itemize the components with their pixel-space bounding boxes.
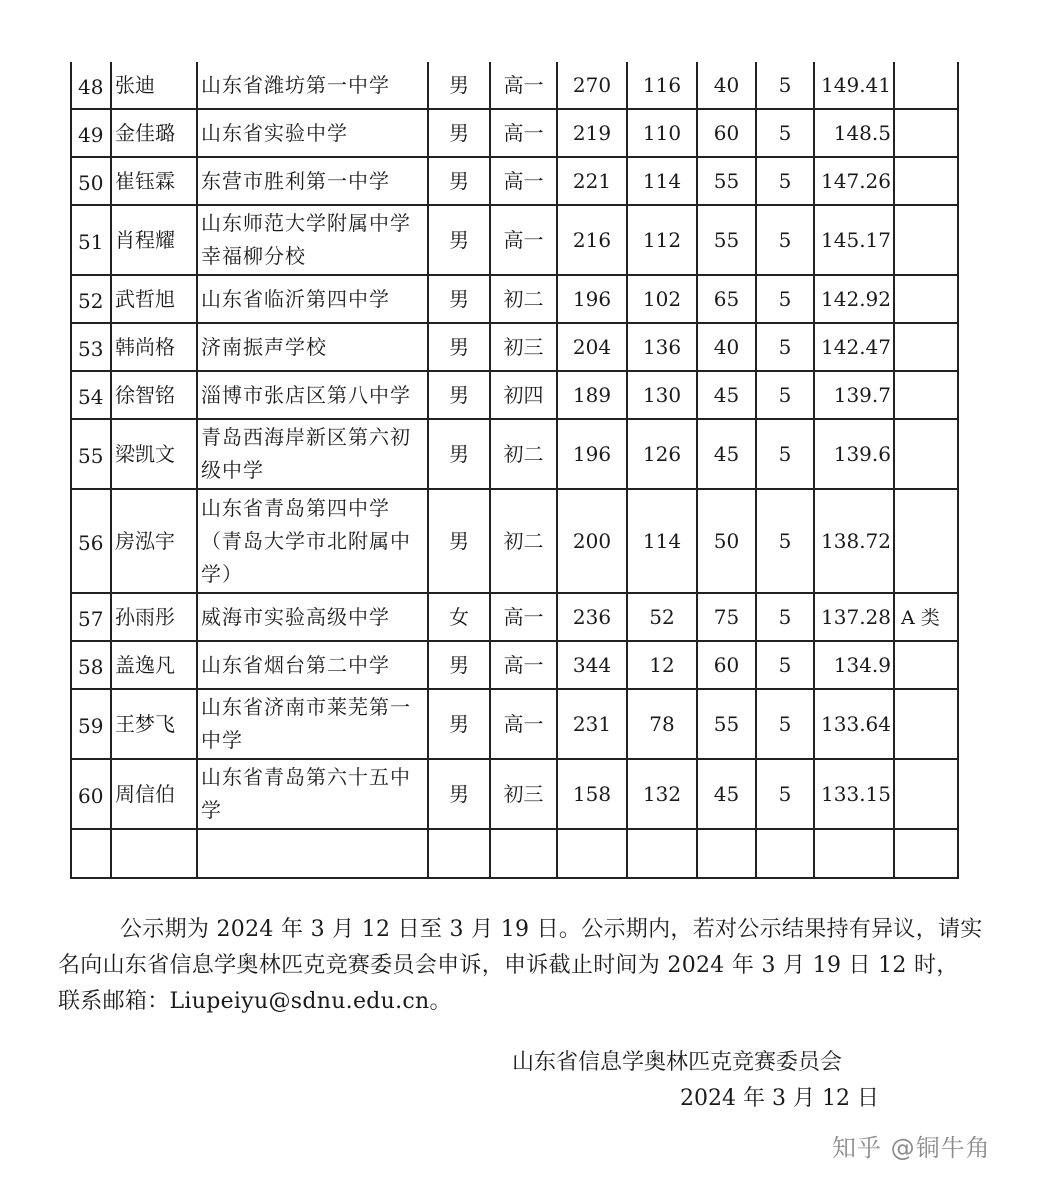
name-cell: 肖程耀 xyxy=(111,205,197,275)
note-cell xyxy=(894,641,958,689)
name-cell: 孙雨彤 xyxy=(111,593,197,641)
score-2-cell: 136 xyxy=(627,323,697,371)
table-row xyxy=(71,829,958,878)
score-3-cell: 55 xyxy=(697,689,756,759)
score-2-cell: 52 xyxy=(627,593,697,641)
school-line: （青岛大学市北附属中 xyxy=(201,528,411,553)
name-cell: 金佳璐 xyxy=(111,109,197,157)
total-score-cell: 145.17 xyxy=(814,205,894,275)
note-cell xyxy=(894,759,958,829)
notice-line-3: 联系邮箱：Liupeiyu@sdnu.edu.cn。 xyxy=(58,989,452,1014)
score-3-cell: 40 xyxy=(697,323,756,371)
gender-cell: 男 xyxy=(428,205,490,275)
school-line: 山东省青岛第四中学 xyxy=(201,495,390,520)
school-line: 山东省青岛第六十五中 xyxy=(201,765,411,789)
school-cell xyxy=(197,109,428,157)
school-line: 级中学 xyxy=(201,458,264,482)
score-3-cell: 55 xyxy=(697,205,756,275)
note-cell xyxy=(894,371,958,419)
school-line: 淄博市张店区第八中学 xyxy=(201,382,411,407)
name-cell: 梁凯文 xyxy=(111,419,197,489)
rank-cell: 53 xyxy=(71,323,111,371)
total-score-cell: 142.47 xyxy=(814,323,894,371)
total-score-cell: 148.5 xyxy=(814,109,894,157)
name-cell: 武哲旭 xyxy=(111,275,197,323)
total-score-cell: 139.7 xyxy=(814,371,894,419)
gender-cell: 男 xyxy=(428,157,490,205)
note-cell xyxy=(894,489,958,593)
score-3-cell: 60 xyxy=(697,109,756,157)
name-cell: 周信伯 xyxy=(111,759,197,829)
rank-cell: 57 xyxy=(71,593,111,641)
gender-cell xyxy=(428,829,490,878)
score-1-cell: 204 xyxy=(557,323,627,371)
name-cell: 房泓宇 xyxy=(111,489,197,593)
grade-cell: 初二 xyxy=(490,275,557,323)
table-row xyxy=(71,489,958,593)
score-2-cell xyxy=(627,829,697,878)
school-line: 山东省临沂第四中学 xyxy=(201,286,390,311)
score-2-cell: 114 xyxy=(627,489,697,593)
score-2-cell: 116 xyxy=(627,62,697,109)
note-cell xyxy=(894,829,958,878)
gender-cell: 男 xyxy=(428,275,490,323)
score-2-cell: 102 xyxy=(627,275,697,323)
grade-cell: 初四 xyxy=(490,371,557,419)
score-1-cell: 344 xyxy=(557,641,627,689)
school-line: 东营市胜利第一中学 xyxy=(201,168,390,193)
score-2-cell: 12 xyxy=(627,641,697,689)
table-row xyxy=(71,759,958,829)
rank-cell: 49 xyxy=(71,109,111,157)
score-3-cell: 55 xyxy=(697,157,756,205)
score-3-cell: 75 xyxy=(697,593,756,641)
score-1-cell: 216 xyxy=(557,205,627,275)
school-cell xyxy=(197,205,428,275)
grade-cell: 初二 xyxy=(490,489,557,593)
score-4-cell: 5 xyxy=(756,593,814,641)
total-score-cell: 147.26 xyxy=(814,157,894,205)
grade-cell: 初三 xyxy=(490,759,557,829)
notice-line-2: 名向山东省信息学奥林匹克竞赛委员会申诉，申诉截止时间为 2024 年 3 月 19 日 12 时， xyxy=(58,953,959,978)
school-cell xyxy=(197,62,428,109)
grade-cell: 初三 xyxy=(490,323,557,371)
gender-cell: 男 xyxy=(428,371,490,419)
school-cell xyxy=(197,371,428,419)
score-4-cell: 5 xyxy=(756,109,814,157)
rank-cell: 56 xyxy=(71,489,111,593)
name-cell: 王梦飞 xyxy=(111,689,197,759)
grade-cell: 高一 xyxy=(490,157,557,205)
total-score-cell: 149.41 xyxy=(814,62,894,109)
school-cell xyxy=(197,157,428,205)
score-4-cell: 5 xyxy=(756,323,814,371)
score-3-cell: 45 xyxy=(697,371,756,419)
score-1-cell: 196 xyxy=(557,419,627,489)
score-3-cell: 65 xyxy=(697,275,756,323)
signature-date: 2024 年 3 月 12 日 xyxy=(680,1086,879,1111)
total-score-cell: 133.15 xyxy=(814,759,894,829)
score-4-cell: 5 xyxy=(756,641,814,689)
gender-cell: 男 xyxy=(428,323,490,371)
score-1-cell: 219 xyxy=(557,109,627,157)
rank-cell: 58 xyxy=(71,641,111,689)
score-3-cell xyxy=(697,829,756,878)
gender-cell: 男 xyxy=(428,759,490,829)
score-1-cell: 189 xyxy=(557,371,627,419)
rank-cell: 60 xyxy=(71,759,111,829)
school-line: 威海市实验高级中学 xyxy=(201,604,390,629)
school-cell xyxy=(197,759,428,829)
name-cell: 张迪 xyxy=(111,62,197,109)
gender-cell: 男 xyxy=(428,689,490,759)
score-4-cell: 5 xyxy=(756,371,814,419)
table-row xyxy=(71,109,958,157)
rank-cell: 59 xyxy=(71,689,111,759)
table-row xyxy=(71,323,958,371)
score-2-cell: 112 xyxy=(627,205,697,275)
school-cell xyxy=(197,641,428,689)
gender-cell: 男 xyxy=(428,641,490,689)
score-1-cell: 158 xyxy=(557,759,627,829)
score-1-cell: 270 xyxy=(557,62,627,109)
score-2-cell: 130 xyxy=(627,371,697,419)
score-1-cell: 200 xyxy=(557,489,627,593)
table-row xyxy=(71,205,958,275)
table-row xyxy=(71,641,958,689)
school-cell xyxy=(197,275,428,323)
school-line: 山东省济南市莱芜第一 xyxy=(201,695,411,719)
note-cell: A 类 xyxy=(894,593,958,641)
name-cell: 盖逸凡 xyxy=(111,641,197,689)
note-cell xyxy=(894,689,958,759)
name-cell: 徐智铭 xyxy=(111,371,197,419)
school-line: 济南振声学校 xyxy=(201,334,327,359)
total-score-cell: 139.6 xyxy=(814,419,894,489)
table-row xyxy=(71,419,958,489)
name-cell: 崔钰霖 xyxy=(111,157,197,205)
note-cell xyxy=(894,323,958,371)
table-row xyxy=(71,689,958,759)
score-1-cell: 221 xyxy=(557,157,627,205)
gender-cell: 男 xyxy=(428,62,490,109)
total-score-cell: 137.28 xyxy=(814,593,894,641)
notice-text xyxy=(58,912,1048,1020)
grade-cell: 高一 xyxy=(490,689,557,759)
score-4-cell: 5 xyxy=(756,759,814,829)
score-4-cell: 5 xyxy=(756,689,814,759)
grade-cell: 初二 xyxy=(490,419,557,489)
name-cell xyxy=(111,829,197,878)
grade-cell: 高一 xyxy=(490,205,557,275)
notice-line-1: 公示期为 2024 年 3 月 12 日至 3 月 19 日。公示期内，若对公示结果持有异议，请实 xyxy=(120,917,983,942)
score-2-cell: 110 xyxy=(627,109,697,157)
grade-cell: 高一 xyxy=(490,641,557,689)
total-score-cell: 133.64 xyxy=(814,689,894,759)
grade-cell: 高一 xyxy=(490,62,557,109)
score-4-cell: 5 xyxy=(756,205,814,275)
score-1-cell: 196 xyxy=(557,275,627,323)
total-score-cell xyxy=(814,829,894,878)
rank-cell: 50 xyxy=(71,157,111,205)
school-cell xyxy=(197,489,428,593)
school-line: 青岛西海岸新区第六初 xyxy=(201,425,411,449)
score-3-cell: 45 xyxy=(697,419,756,489)
results-table xyxy=(70,62,959,879)
note-cell xyxy=(894,419,958,489)
rank-cell: 54 xyxy=(71,371,111,419)
school-line: 中学 xyxy=(201,728,243,752)
school-cell xyxy=(197,593,428,641)
score-2-cell: 78 xyxy=(627,689,697,759)
grade-cell: 高一 xyxy=(490,109,557,157)
rank-cell: 51 xyxy=(71,205,111,275)
score-4-cell: 5 xyxy=(756,275,814,323)
score-3-cell: 50 xyxy=(697,489,756,593)
score-4-cell: 5 xyxy=(756,62,814,109)
gender-cell: 男 xyxy=(428,419,490,489)
school-cell xyxy=(197,689,428,759)
table-row xyxy=(71,275,958,323)
score-2-cell: 132 xyxy=(627,759,697,829)
note-cell xyxy=(894,275,958,323)
name-cell: 韩尚格 xyxy=(111,323,197,371)
school-line: 山东师范大学附属中学 xyxy=(201,211,411,235)
gender-cell: 男 xyxy=(428,489,490,593)
school-line: 山东省烟台第二中学 xyxy=(201,652,390,677)
score-1-cell xyxy=(557,829,627,878)
score-3-cell: 60 xyxy=(697,641,756,689)
table-row xyxy=(71,62,958,109)
school-cell xyxy=(197,419,428,489)
note-cell xyxy=(894,157,958,205)
school-cell xyxy=(197,829,428,878)
school-cell xyxy=(197,323,428,371)
signer-org: 山东省信息学奥林匹克竞赛委员会 xyxy=(512,1050,843,1075)
total-score-cell: 134.9 xyxy=(814,641,894,689)
score-4-cell: 5 xyxy=(756,489,814,593)
note-cell xyxy=(894,205,958,275)
table-row xyxy=(71,371,958,419)
score-4-cell xyxy=(756,829,814,878)
school-line: 学 xyxy=(201,798,222,822)
note-cell xyxy=(894,109,958,157)
score-1-cell: 236 xyxy=(557,593,627,641)
note-cell xyxy=(894,62,958,109)
score-4-cell: 5 xyxy=(756,419,814,489)
grade-cell: 高一 xyxy=(490,593,557,641)
table-row xyxy=(71,593,958,641)
score-4-cell: 5 xyxy=(756,157,814,205)
total-score-cell: 138.72 xyxy=(814,489,894,593)
score-2-cell: 126 xyxy=(627,419,697,489)
score-3-cell: 45 xyxy=(697,759,756,829)
grade-cell xyxy=(490,829,557,878)
school-line: 幸福柳分校 xyxy=(201,244,306,268)
rank-cell: 55 xyxy=(71,419,111,489)
score-2-cell: 114 xyxy=(627,157,697,205)
score-3-cell: 40 xyxy=(697,62,756,109)
school-line: 学） xyxy=(201,561,243,586)
watermark: 知乎 @铜牛角 xyxy=(832,1134,991,1162)
school-line: 山东省实验中学 xyxy=(201,120,348,145)
gender-cell: 女 xyxy=(428,593,490,641)
school-line: 山东省潍坊第一中学 xyxy=(201,72,390,97)
rank-cell: 52 xyxy=(71,275,111,323)
gender-cell: 男 xyxy=(428,109,490,157)
score-1-cell: 231 xyxy=(557,689,627,759)
table-row xyxy=(71,157,958,205)
rank-cell: 48 xyxy=(71,62,111,109)
total-score-cell: 142.92 xyxy=(814,275,894,323)
rank-cell xyxy=(71,829,111,878)
